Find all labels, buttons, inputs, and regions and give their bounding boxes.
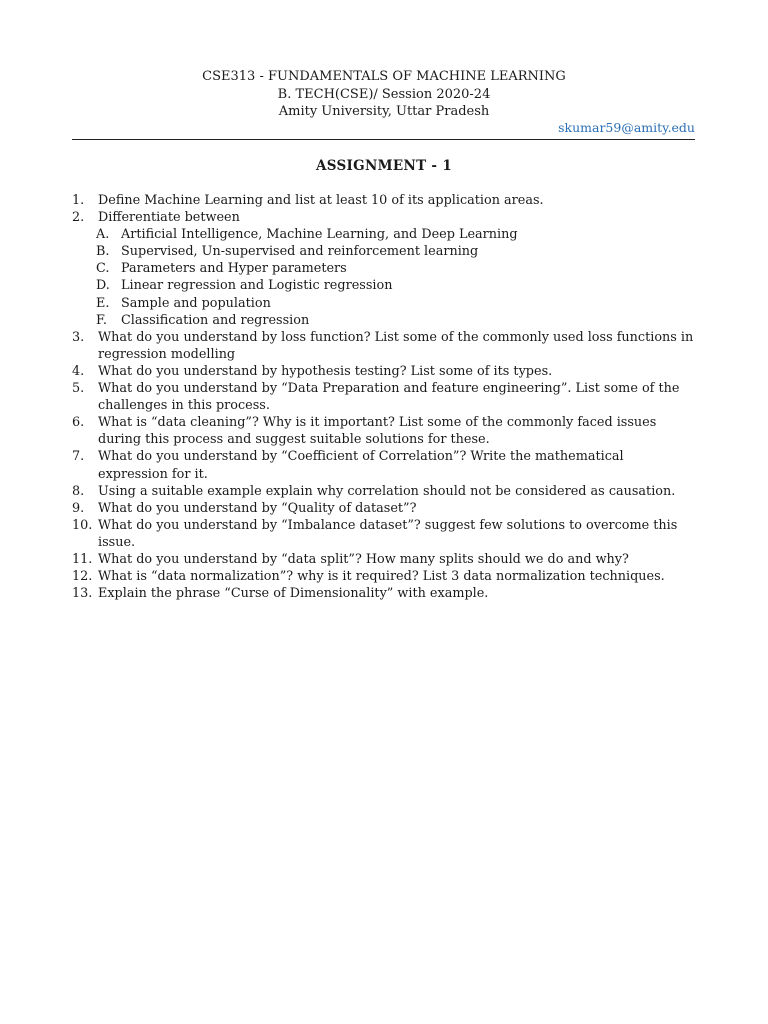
header-divider <box>72 139 695 140</box>
sub-item-text: Linear regression and Logistic regression <box>121 278 393 294</box>
item-number: 13. <box>72 586 93 602</box>
item-number: 9. <box>72 500 85 516</box>
sub-item-text: Parameters and Hyper parameters <box>121 261 347 277</box>
assignment-title: ASSIGNMENT - 1 <box>315 158 453 174</box>
list-item <box>72 483 697 500</box>
course-title: CSE313 - FUNDAMENTALS OF MACHINE LEARNING <box>202 69 566 84</box>
item-number: 1. <box>72 193 85 208</box>
list-item <box>72 414 697 448</box>
program-session: B. TECH(CSE)/ Session 2020-24 <box>277 86 491 102</box>
sub-item <box>72 260 697 277</box>
list-item <box>72 209 697 226</box>
sub-item <box>72 226 697 243</box>
item-text: What do you understand by loss function? List some of the commonly used loss functions in regression modelling <box>98 329 694 362</box>
item-text: What do you understand by hypothesis testing? List some of its types. <box>98 363 553 379</box>
list-item <box>72 329 697 363</box>
sub-item <box>72 295 697 312</box>
item-text: What is “data normalization”? why is it required? List 3 data normalization techniques. <box>98 569 665 585</box>
item-number: 3. <box>72 329 85 345</box>
list-item <box>72 568 697 585</box>
list-item <box>72 517 697 551</box>
item-number: 2. <box>72 210 85 226</box>
item-text: Define Machine Learning and list at least 10 of its application areas. <box>98 193 544 208</box>
document-header <box>0 68 768 121</box>
sub-item-text: Artificial Intelligence, Machine Learning, and Deep Learning <box>121 227 518 243</box>
sub-item-letter: E. <box>96 295 110 311</box>
sub-item <box>72 312 697 329</box>
sub-item-letter: A. <box>96 227 110 243</box>
list-item <box>72 551 697 568</box>
sub-item-letter: B. <box>96 244 110 260</box>
sub-item-text: Classification and regression <box>121 312 310 328</box>
sub-item <box>72 277 697 294</box>
list-item <box>72 192 697 209</box>
item-text: What do you understand by “data split”? How many splits should we do and why? <box>98 551 629 567</box>
item-number: 10. <box>72 517 93 533</box>
sub-item-letter: D. <box>96 278 110 294</box>
item-number: 5. <box>72 381 85 397</box>
item-text: Explain the phrase “Curse of Dimensionality” with example. <box>98 586 489 602</box>
list-item <box>72 380 697 414</box>
item-text: What do you understand by “Imbalance dataset”? suggest few solutions to overcome this issue. <box>98 517 678 550</box>
item-number: 8. <box>72 483 85 499</box>
item-text: What do you understand by “Data Preparation and feature engineering”. List some of the challenges in this process. <box>98 381 680 414</box>
sub-item-letter: F. <box>96 312 107 328</box>
list-item <box>72 363 697 380</box>
item-number: 12. <box>72 569 93 585</box>
item-text: What is “data cleaning”? Why is it important? List some of the commonly faced issues during this process and suggest suitable solutions for these. <box>98 415 657 448</box>
item-number: 4. <box>72 363 85 379</box>
item-text: What do you understand by “Coefficient of Correlation”? Write the mathematical expression for it. <box>98 449 624 482</box>
sub-item-letter: C. <box>96 261 110 277</box>
list-item <box>72 500 697 517</box>
email-link[interactable]: skumar59@amity.edu <box>558 120 695 135</box>
item-number: 11. <box>72 551 93 567</box>
item-text: Differentiate between <box>98 210 240 226</box>
list-item <box>72 585 697 602</box>
item-text: Using a suitable example explain why correlation should not be considered as causation. <box>98 483 676 499</box>
item-number: 6. <box>72 415 85 431</box>
item-text: What do you understand by “Quality of dataset”? <box>98 500 417 516</box>
item-number: 7. <box>72 449 85 465</box>
university-name: Amity University, Uttar Pradesh <box>278 104 490 119</box>
list-item <box>72 448 697 482</box>
sub-item-text: Supervised, Un-supervised and reinforcement learning <box>121 244 479 260</box>
sub-item <box>72 243 697 260</box>
question-list <box>72 192 697 602</box>
sub-item-text: Sample and population <box>121 295 271 311</box>
